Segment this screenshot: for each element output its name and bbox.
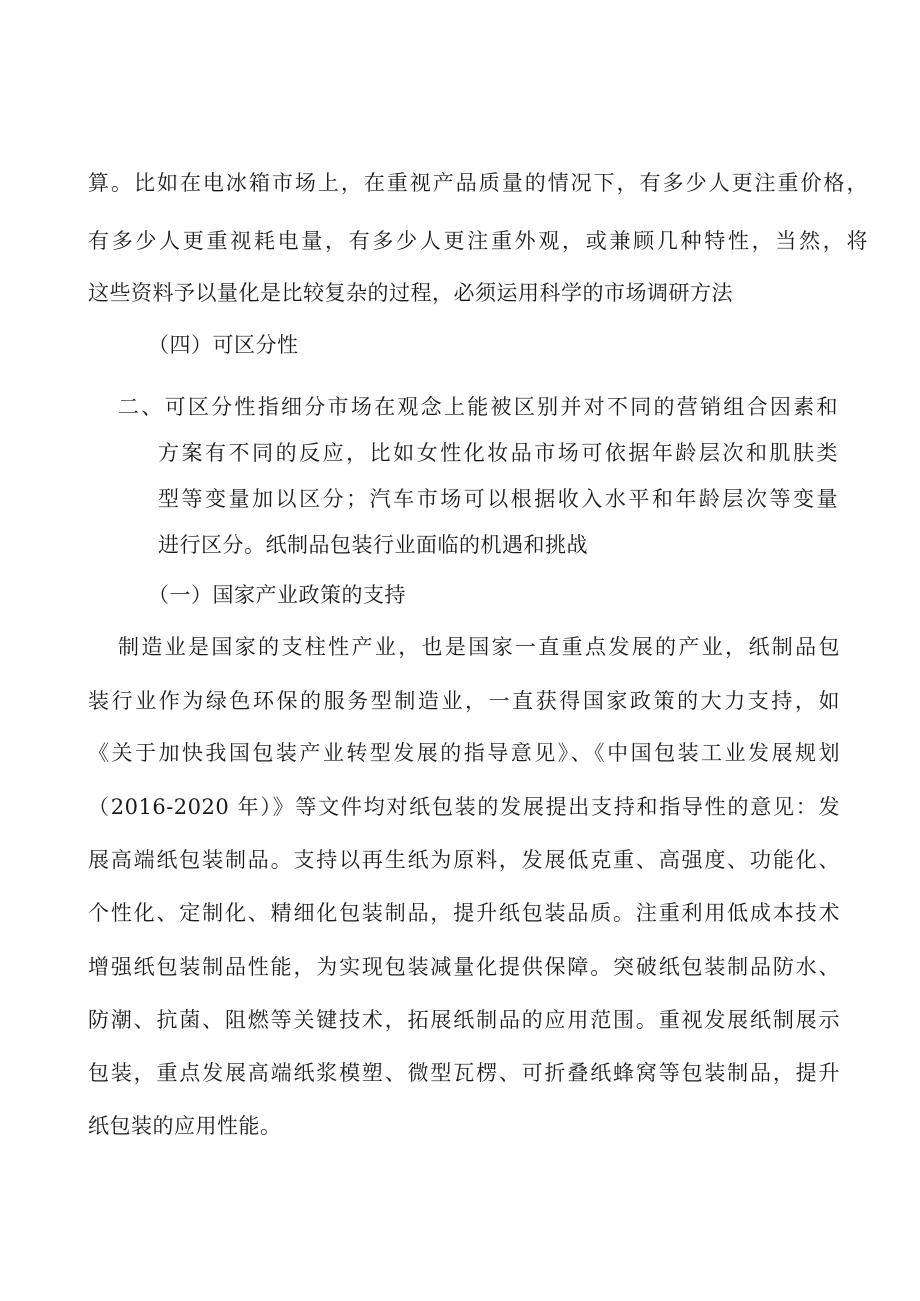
- para2-line-6: 个性化、定制化、精细化包装制品，提升纸包装品质。注重利用低成本技术: [88, 901, 840, 925]
- para2-line-3: 《关于加快我国包装产业转型发展的指导意见》、《中国包装工业发展规划: [88, 741, 840, 765]
- item2-line-3: 型等变量加以区分；汽车市场可以根据收入水平和年龄层次等变量: [158, 487, 838, 511]
- para2-line-9: 包装，重点发展高端纸浆模塑、微型瓦楞、可折叠纸蜂窝等包装制品，提升: [88, 1061, 840, 1085]
- para1-line-1: 算。比如在电冰箱市场上，在重视产品质量的情况下，有多少人更注重价格，: [88, 171, 868, 195]
- section-heading-4: （四）可区分性: [148, 333, 299, 357]
- para1-line-3: 这些资料予以量化是比较复杂的过程，必须运用科学的市场调研方法: [88, 281, 733, 305]
- para2-line-10: 纸包装的应用性能。: [88, 1114, 282, 1138]
- para2-line-5: 展高端纸包装制品。支持以再生纸为原料，发展低克重、高强度、功能化、: [88, 848, 840, 872]
- item2-line-2: 方案有不同的反应，比如女性化妆品市场可依据年龄层次和肌肤类: [158, 441, 838, 465]
- para1-line-2: 有多少人更重视耗电量，有多少人更注重外观，或兼顾几种特性，当然，将: [88, 229, 868, 253]
- item2-line-4: 进行区分。纸制品包装行业面临的机遇和挑战: [158, 533, 588, 557]
- para2-line-4: （2016-2020 年）》等文件均对纸包装的发展提出支持和指导性的意见：发: [88, 795, 840, 819]
- item2-line-1: 二、可区分性指细分市场在观念上能被区别并对不同的营销组合因素和: [118, 395, 838, 419]
- para2-line-2: 装行业作为绿色环保的服务型制造业，一直获得国家政策的大力支持，如: [88, 689, 840, 713]
- para2-line-8: 防潮、抗菌、阻燃等关键技术，拓展纸制品的应用范围。重视发展纸制展示: [88, 1008, 840, 1032]
- para2-line-7: 增强纸包装制品性能，为实现包装减量化提供保障。突破纸包装制品防水、: [88, 955, 840, 979]
- para2-line-1: 制造业是国家的支柱性产业，也是国家一直重点发展的产业，纸制品包: [118, 635, 840, 659]
- section-heading-1: （一）国家产业政策的支持: [148, 583, 406, 607]
